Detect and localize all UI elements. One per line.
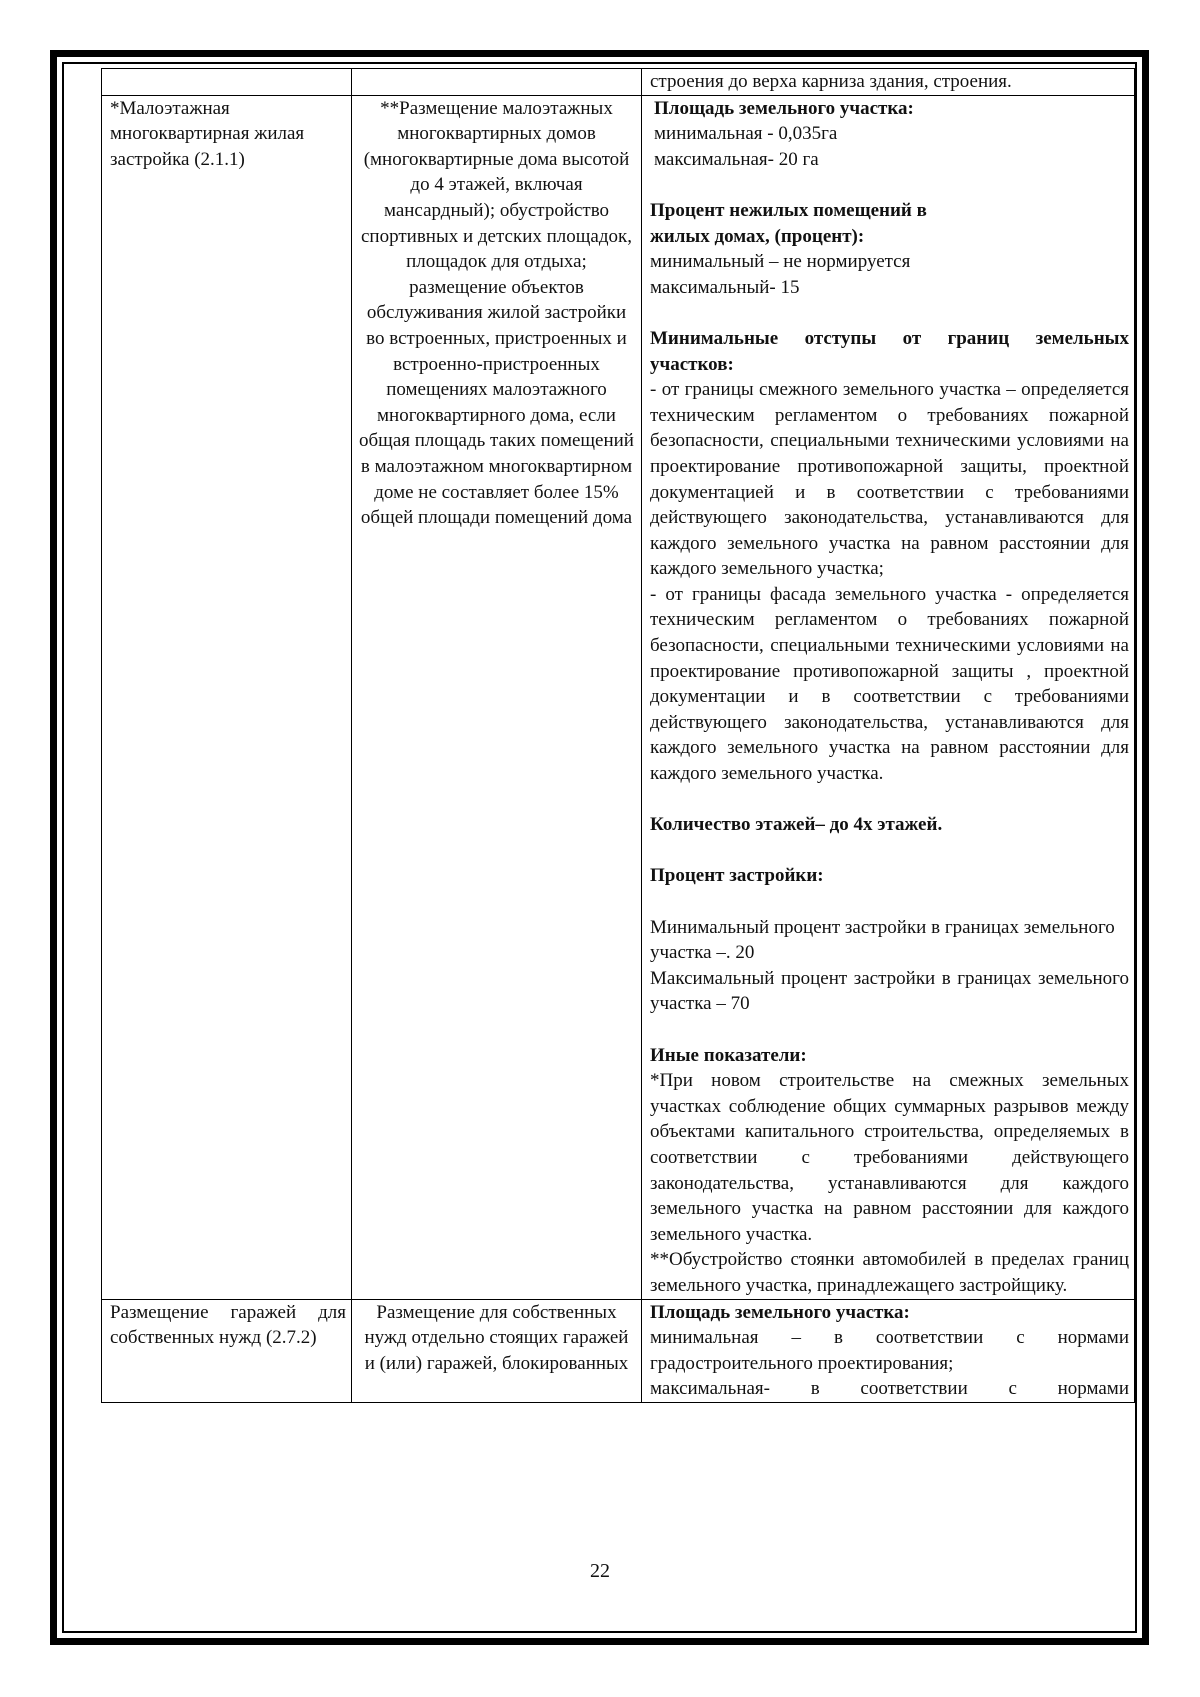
- area-max: максимальная- в соответствии с нормами: [650, 1378, 1129, 1400]
- other-note-2: **Обустройство стоянки автомобилей в пределах границ земельного участка, принадлежащего застройщику.: [650, 1249, 1129, 1296]
- cell-parameters: [642, 95, 1135, 1299]
- cell-use-description: **Размещение малоэтажных многоквартирных домов (многоквартирные дома высотой до 4 этажей, включая мансардный); обустройство спортивных и детских площадок, площадок для отдыха; размещение объектов обслуживания жилой застройки во встроенных, пристроенных и встроенно-пристроенных помещениях малоэтажного многоквартирного дома, если общая площадь таких помещений в малоэтажном многоквартирном доме не составляет более 15% общей площади помещений дома: [352, 95, 642, 1299]
- floors-limit: Количество этажей– до 4х этажей.: [650, 814, 943, 836]
- area-heading: Площадь земельного участка:: [650, 1301, 910, 1323]
- coverage-heading: Процент застройки:: [650, 865, 824, 887]
- page-number: 22: [590, 1560, 610, 1582]
- cell-empty: [102, 69, 352, 96]
- setback-facade: - от границы фасада земельного участка - определяется техническим регламентом о требованиях пожарной безопасности, специальными техническими условиями на проектирование противопожарной защиты , проектной документации и в соответствии с требованиями действующего законодательства, устанавливаются для каждого земельного участка на равном расстоянии для каждого земельного участка.: [650, 583, 1129, 785]
- area-max: максимальная- 20 га: [654, 148, 819, 170]
- cell-empty: [352, 69, 642, 96]
- cell-use-description: Размещение для собственных нужд отдельно стоящих гаражей и (или) гаражей, блокированных: [352, 1299, 642, 1402]
- other-note-1: *При новом строительстве на смежных земельных участках соблюдение общих суммарных разрывов между объектами капитального строительства, определяемых в соответствии с требованиями действующего законодательства, устанавливаются для каждого земельного участка на равном расстоянии для каждого земельного участка.: [650, 1070, 1129, 1245]
- table-row: [102, 95, 1135, 1299]
- nonres-heading: Процент нежилых помещений в жилых домах, (процент):: [650, 199, 927, 247]
- nonres-max: максимальный- 15: [650, 276, 800, 298]
- table-row: [102, 69, 1135, 96]
- coverage-min: Минимальный процент застройки в границах земельного участка –. 20: [650, 916, 1115, 964]
- area-min: минимальная – в соответствии с нормами градостроительного проектирования;: [650, 1327, 1129, 1374]
- area-min: минимальная - 0,035га: [654, 123, 838, 145]
- cell-parameters: [642, 1299, 1135, 1402]
- other-heading: Иные показатели:: [650, 1044, 807, 1066]
- table-row: [102, 1299, 1135, 1402]
- cell-continuation: строения до верха карниза здания, строения.: [642, 69, 1135, 96]
- cell-use-type: Размещение гаражей для собственных нужд (2.7.2): [102, 1299, 352, 1402]
- cell-use-type: *Малоэтажная многоквартирная жилая застройка (2.1.1): [102, 95, 352, 1299]
- coverage-max: Максимальный процент застройки в границах земельного участка – 70: [650, 967, 1129, 1015]
- zoning-table: [101, 68, 1135, 1403]
- setback-heading: Минимальные отступы от границ земельных участков:: [650, 327, 1129, 375]
- setback-side: - от границы смежного земельного участка – определяется техническим регламентом о требованиях пожарной безопасности, специальными техническими условиями на проектирование противопожарной защиты, проектной документацией и в соответствии с требованиями действующего законодательства, устанавливаются для каждого земельного участка на равном расстоянии для каждого земельного участка;: [650, 379, 1129, 580]
- nonres-min: минимальный – не нормируется: [650, 251, 911, 273]
- area-heading: Площадь земельного участка:: [654, 97, 914, 119]
